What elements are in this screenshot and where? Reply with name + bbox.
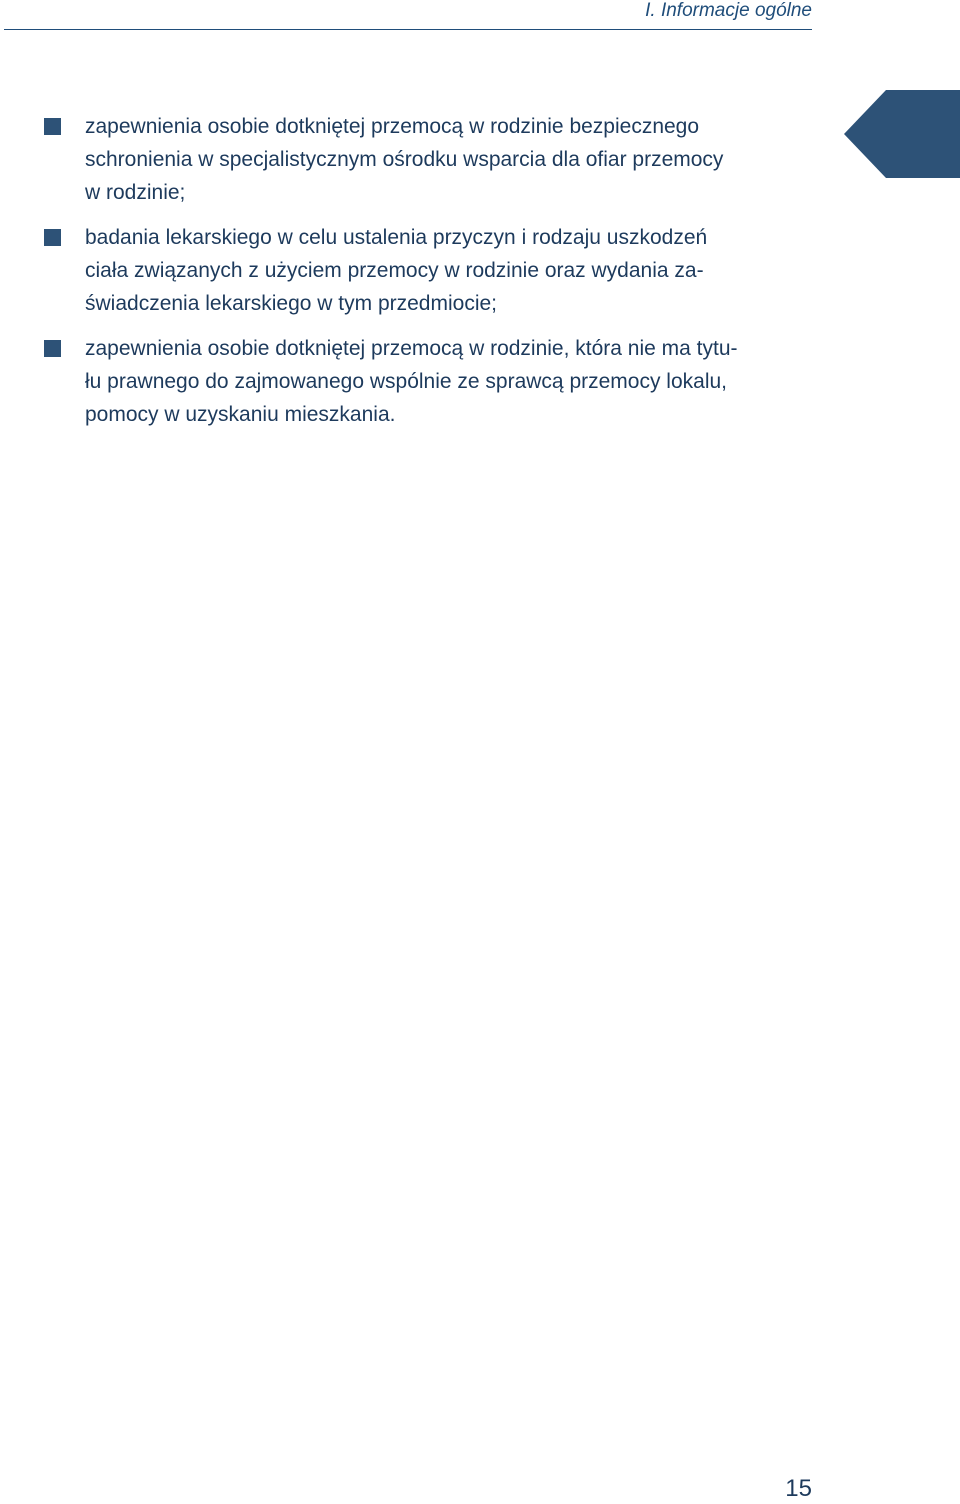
list-item-line: w rodzinie; [85, 181, 186, 204]
bullet-square-icon [44, 118, 61, 135]
list-item-line: świadczenia lekarskiego w tym przedmiocie; [85, 292, 497, 315]
list-item [44, 221, 812, 320]
list-item-line: schronienia w specjalistycznym ośrodku wsparcia dla ofiar przemocy [85, 148, 724, 171]
list-item [44, 110, 812, 209]
list-item-line: zapewnienia osobie dotkniętej przemocą w rodzinie bezpiecznego [85, 115, 700, 138]
bullet-square-icon [44, 229, 61, 246]
chapter-tab-icon [844, 90, 960, 178]
list-item [44, 332, 812, 431]
page-number: 15 [785, 1475, 812, 1502]
list-item-line: ciała związanych z użyciem przemocy w rodzinie oraz wydania za- [85, 259, 704, 282]
running-header: I. Informacje ogólne [645, 0, 812, 21]
bullet-list [44, 110, 812, 443]
bullet-square-icon [44, 340, 61, 357]
header-rule [4, 29, 812, 30]
list-item-line: zapewnienia osobie dotkniętej przemocą w rodzinie, która nie ma tytu- [85, 337, 738, 360]
list-item-line: badania lekarskiego w celu ustalenia przyczyn i rodzaju uszkodzeń [85, 226, 708, 249]
list-item-line: pomocy w uzyskaniu mieszkania. [85, 403, 396, 426]
chapter-tab-shape [844, 90, 960, 178]
list-item-line: łu prawnego do zajmowanego wspólnie ze sprawcą przemocy lokalu, [85, 370, 728, 393]
